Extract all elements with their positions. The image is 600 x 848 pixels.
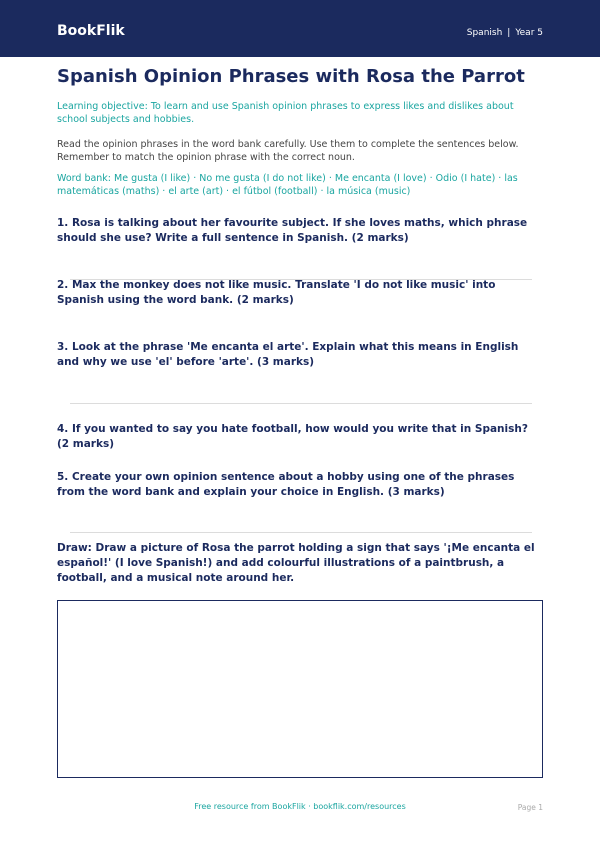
brand-logo[interactable]: BookFlik (57, 23, 125, 39)
subject-label: Spanish (466, 28, 503, 38)
question-2: 2. Max the monkey does not like music. Translate 'I do not like music' into Spanish using the word bank. (2 marks) (57, 279, 496, 306)
page-title: Spanish Opinion Phrases with Rosa the Parrot (57, 66, 525, 87)
instructions: Read the opinion phrases in the word bank carefully. Use them to complete the sentences below. Remember to match the opinion phrase with the correct noun. (57, 139, 519, 163)
drawing-area[interactable] (57, 600, 543, 778)
learning-objective: Learning objective: To learn and use Spanish opinion phrases to express likes and dislikes about school subjects and hobbies. (57, 101, 514, 125)
draw-task: Draw: Draw a picture of Rosa the parrot holding a sign that says '¡Me encanta el español!' (I love Spanish!) and add colourful illustrations of a paintbrush, a football, and a musical note around her. (57, 542, 535, 584)
header-meta (467, 28, 543, 38)
header-separator: | (507, 28, 511, 38)
year-label: Year 5 (515, 28, 543, 38)
answer-line (70, 532, 532, 533)
header-bar (0, 0, 600, 57)
page-number: Page 1 (517, 803, 543, 812)
footer-text[interactable]: Free resource from BookFlik · bookflik.com/resources (194, 802, 406, 811)
word-bank: Word bank: Me gusta (I like) · No me gusta (I do not like) · Me encanta (I love) · Odio (I hate) · las matemáticas (maths) · el arte (art) · el fútbol (football) · la música (music) (57, 173, 518, 197)
question-3: 3. Look at the phrase 'Me encanta el arte'. Explain what this means in English and why we use 'el' before 'arte'. (3 marks) (57, 341, 519, 368)
answer-line (70, 403, 532, 404)
question-1: 1. Rosa is talking about her favourite subject. If she loves maths, which phrase should she use? Write a full sentence in Spanish. (2 marks) (57, 217, 528, 244)
question-5: 5. Create your own opinion sentence about a hobby using one of the phrases from the word bank and explain your choice in English. (3 marks) (57, 471, 515, 498)
question-4: 4. If you wanted to say you hate football, how would you write that in Spanish? (2 marks) (57, 423, 528, 450)
